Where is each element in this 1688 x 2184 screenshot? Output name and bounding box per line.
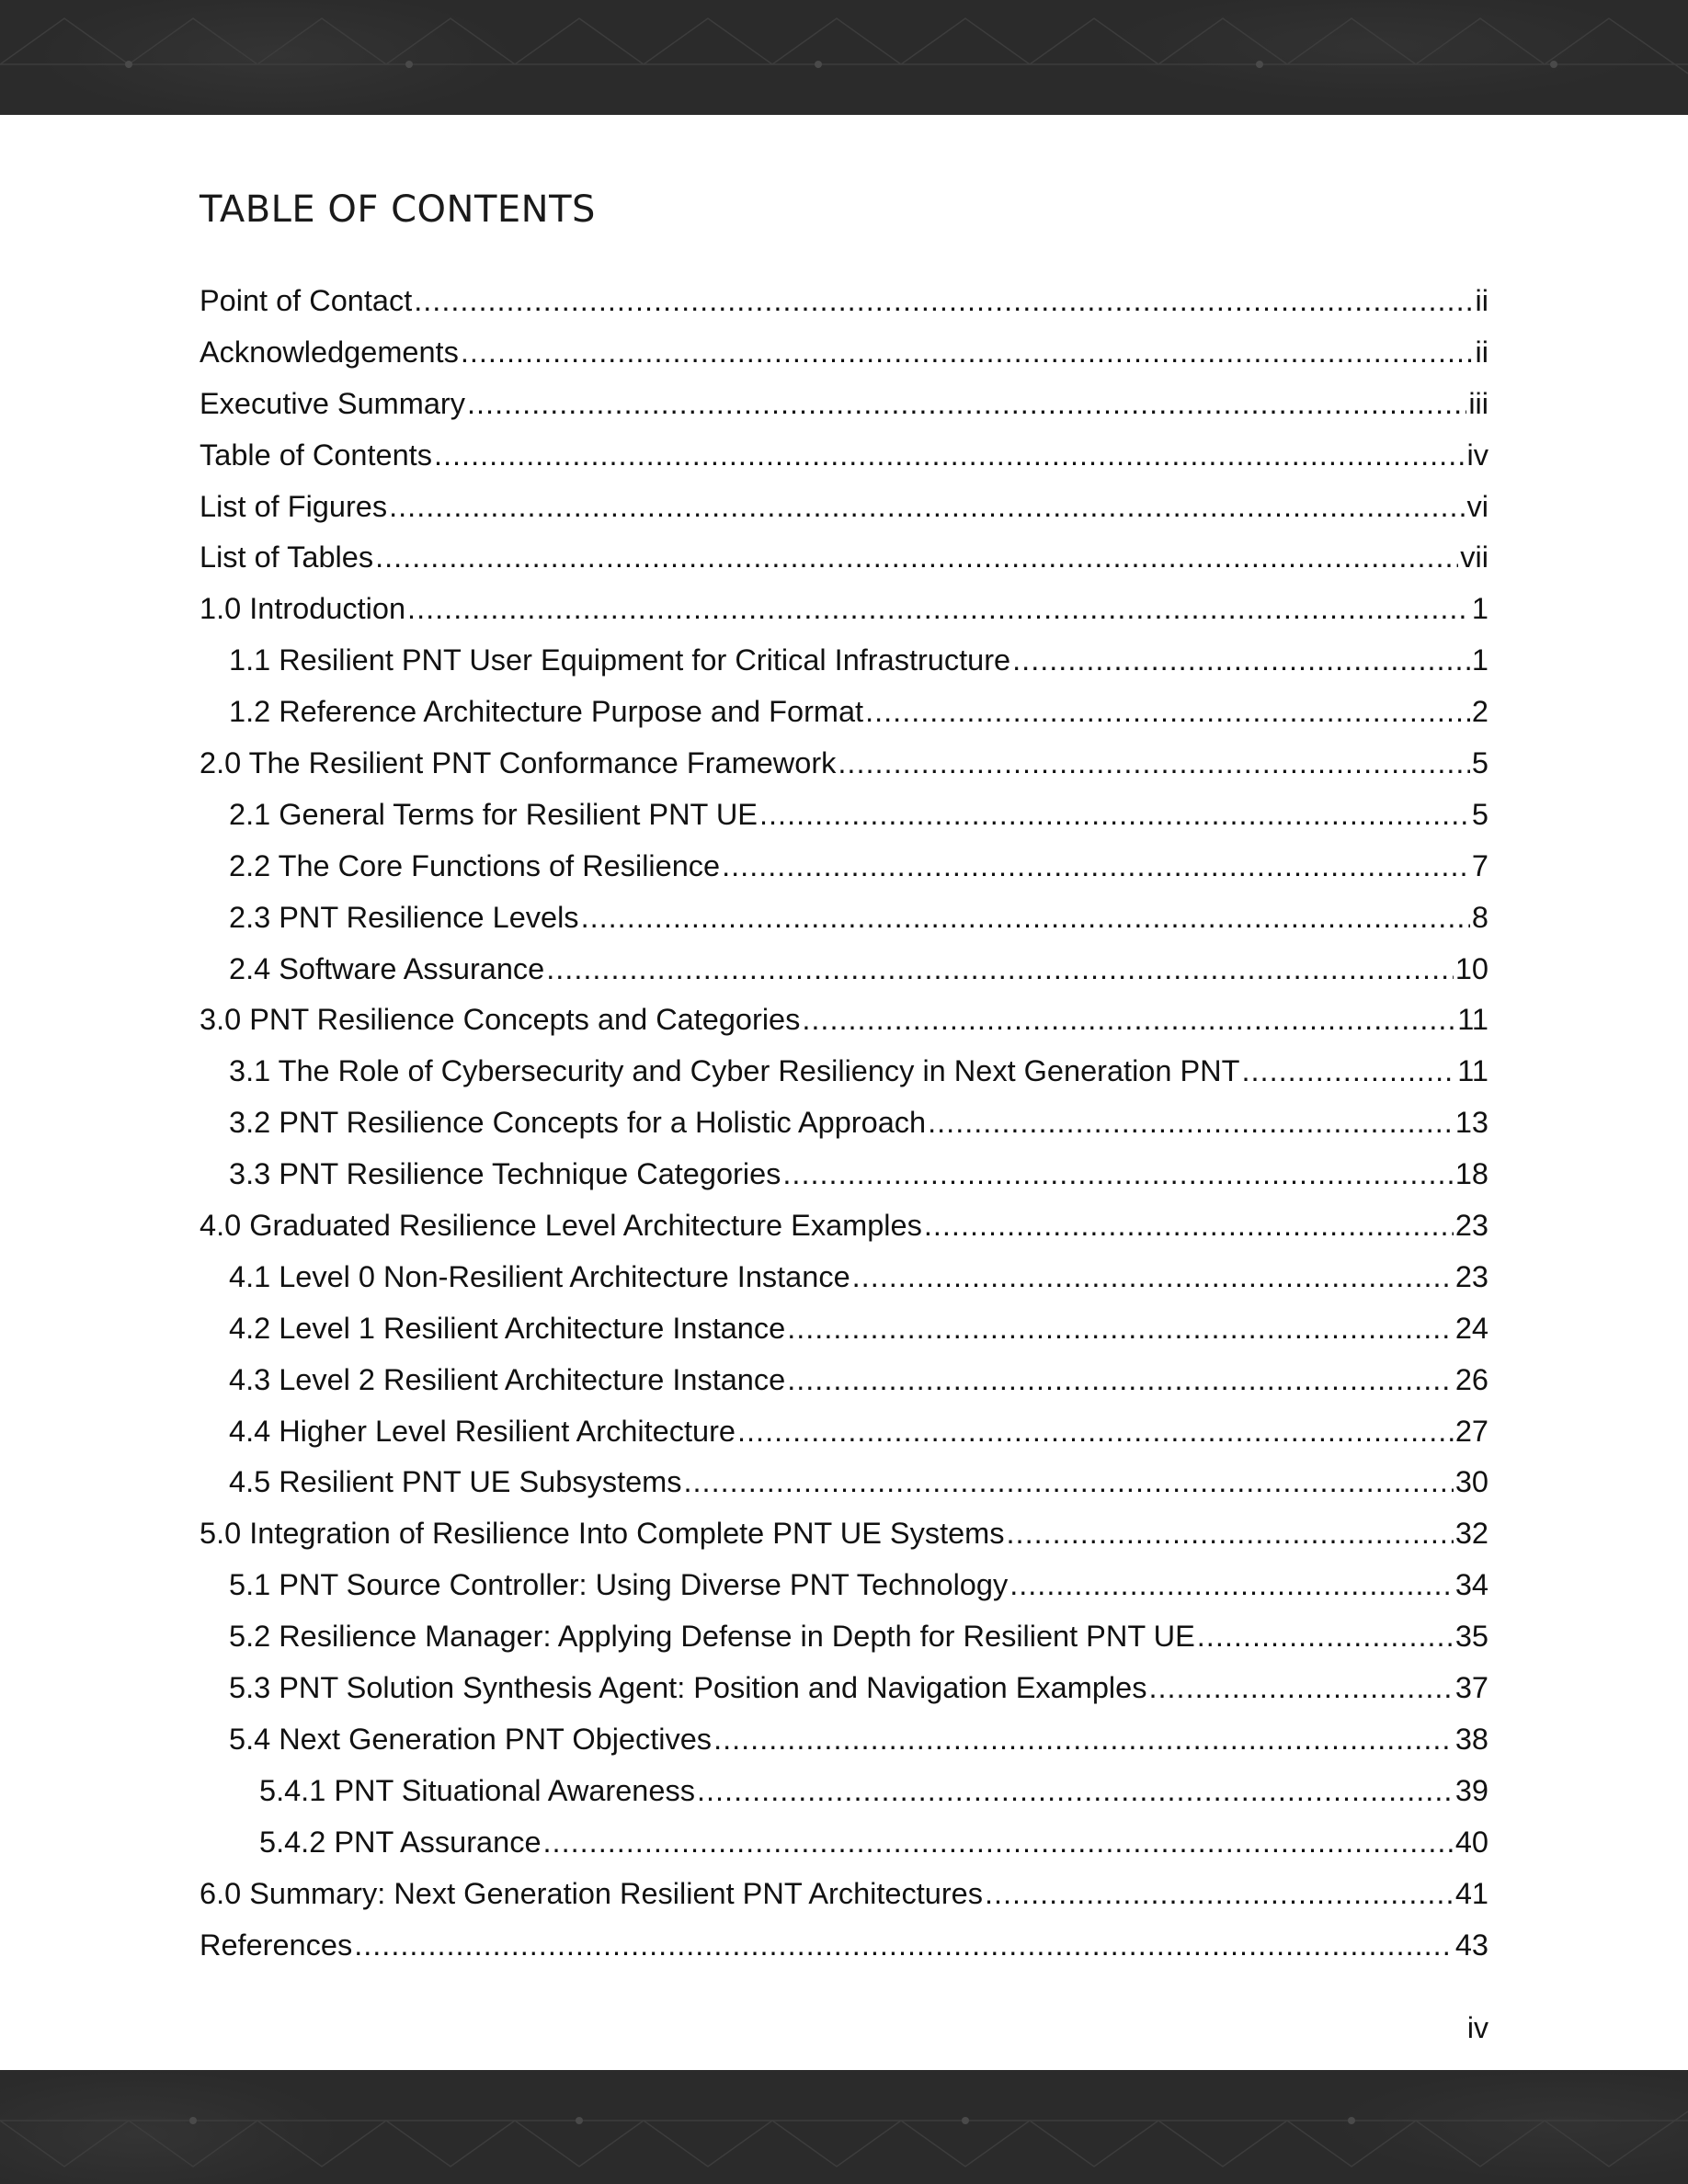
toc-dot-leader	[865, 687, 1470, 738]
toc-entry[interactable]	[200, 944, 1488, 995]
toc-entry-label: 1.2 Reference Architecture Purpose and Format	[229, 695, 864, 729]
toc-entry-page: 7	[1471, 848, 1488, 882]
toc-entry[interactable]	[200, 532, 1488, 584]
toc-entry[interactable]	[200, 1611, 1488, 1663]
toc-entry-page: 37	[1454, 1671, 1488, 1705]
page-title: TABLE OF CONTENTS	[200, 188, 596, 231]
toc-entry-page: 39	[1454, 1773, 1488, 1807]
toc-entry[interactable]	[200, 1200, 1488, 1252]
toc-entry[interactable]	[200, 1457, 1488, 1508]
toc-dot-leader	[759, 790, 1470, 841]
toc-entry-label: 4.0 Graduated Resilience Level Architecture Examples	[200, 1209, 922, 1243]
toc-entry-label: 4.5 Resilient PNT UE Subsystems	[229, 1465, 682, 1499]
toc-entry[interactable]	[200, 327, 1488, 379]
toc-entry[interactable]	[200, 1869, 1488, 1920]
toc-dot-leader	[354, 1920, 1454, 1972]
toc-entry-label: 2.4 Software Assurance	[229, 951, 545, 985]
toc-entry[interactable]	[200, 1046, 1488, 1098]
toc-dot-leader	[852, 1252, 1454, 1303]
toc-entry-label: 4.4 Higher Level Resilient Architecture	[229, 1414, 736, 1448]
toc-dot-leader	[543, 1817, 1454, 1869]
toc-entry-page: iii	[1468, 386, 1488, 420]
toc-entry-page: 26	[1454, 1362, 1488, 1396]
toc-entry-label: Executive Summary	[200, 386, 465, 420]
toc-entry[interactable]	[200, 738, 1488, 790]
toc-entry-label: 3.1 The Role of Cybersecurity and Cyber Resiliency in Next Generation PNT	[229, 1054, 1240, 1088]
toc-dot-leader	[434, 430, 1466, 482]
toc-entry-label: 1.1 Resilient PNT User Equipment for Critical Infrastructure	[229, 643, 1011, 677]
header-band	[0, 0, 1688, 115]
toc-entry[interactable]	[200, 1252, 1488, 1303]
toc-entry-page: 40	[1454, 1825, 1488, 1859]
toc-entry-label: 4.1 Level 0 Non-Resilient Architecture Instance	[229, 1259, 850, 1293]
toc-entry[interactable]	[200, 1149, 1488, 1200]
toc-dot-leader	[546, 944, 1454, 995]
toc-list	[200, 276, 1488, 1971]
toc-entry-page: 23	[1454, 1209, 1488, 1243]
toc-entry[interactable]	[200, 1663, 1488, 1714]
toc-entry-page: 38	[1454, 1722, 1488, 1756]
toc-entry[interactable]	[200, 482, 1488, 533]
toc-dot-leader	[461, 327, 1474, 379]
toc-entry-page: 11	[1457, 1003, 1488, 1037]
toc-entry-label: 1.0 Introduction	[200, 592, 406, 626]
toc-dot-leader	[697, 1766, 1454, 1817]
toc-entry-page: 27	[1454, 1414, 1488, 1448]
toc-entry-label: 4.3 Level 2 Resilient Architecture Instance	[229, 1362, 786, 1396]
toc-dot-leader	[782, 1149, 1453, 1200]
toc-dot-leader	[737, 1406, 1454, 1458]
toc-entry-label: 4.2 Level 1 Resilient Architecture Instance	[229, 1311, 786, 1345]
toc-entry-label: 5.1 PNT Source Controller: Using Diverse PNT Technology	[229, 1568, 1009, 1602]
toc-entry[interactable]	[200, 1508, 1488, 1560]
toc-entry[interactable]	[200, 1560, 1488, 1611]
toc-entry-page: 23	[1454, 1259, 1488, 1293]
toc-entry-label: 5.2 Resilience Manager: Applying Defense in Depth for Resilient PNT UE	[229, 1620, 1195, 1654]
toc-dot-leader	[722, 841, 1470, 893]
toc-dot-leader	[1012, 635, 1470, 687]
toc-entry-page: 2	[1471, 695, 1488, 729]
toc-entry-page: 35	[1454, 1620, 1488, 1654]
toc-entry-page: 34	[1454, 1568, 1488, 1602]
toc-dot-leader	[1148, 1663, 1453, 1714]
toc-dot-leader	[713, 1714, 1454, 1766]
toc-entry-page: 1	[1471, 643, 1488, 677]
toc-entry-label: Point of Contact	[200, 284, 413, 317]
toc-entry[interactable]	[200, 1303, 1488, 1355]
toc-entry[interactable]	[200, 276, 1488, 327]
toc-dot-leader	[924, 1200, 1454, 1252]
toc-entry-label: 3.2 PNT Resilience Concepts for a Holistic Approach	[229, 1106, 927, 1140]
toc-entry[interactable]	[200, 379, 1488, 430]
toc-entry-page: 5	[1471, 746, 1488, 780]
toc-dot-leader	[1009, 1560, 1454, 1611]
toc-entry[interactable]	[200, 790, 1488, 841]
toc-dot-leader	[407, 584, 1470, 635]
toc-dot-leader	[684, 1457, 1454, 1508]
toc-entry-page: 1	[1471, 592, 1488, 626]
toc-entry-label: 5.4.1 PNT Situational Awareness	[259, 1773, 695, 1807]
header-pattern	[0, 0, 1688, 115]
toc-dot-leader	[787, 1303, 1454, 1355]
toc-entry-page: 41	[1454, 1876, 1488, 1910]
page-number: iv	[1466, 2011, 1488, 2044]
toc-entry-page: 5	[1471, 797, 1488, 831]
toc-dot-leader	[581, 893, 1470, 944]
toc-entry-label: 5.4.2 PNT Assurance	[259, 1825, 542, 1859]
toc-dot-leader	[1007, 1508, 1454, 1560]
toc-entry[interactable]	[200, 995, 1488, 1046]
toc-entry[interactable]	[200, 841, 1488, 893]
toc-entry[interactable]	[200, 1920, 1488, 1972]
toc-dot-leader	[414, 276, 1473, 327]
toc-entry-label: 5.4 Next Generation PNT Objectives	[229, 1722, 713, 1756]
toc-dot-leader	[802, 995, 1455, 1046]
toc-dot-leader	[928, 1098, 1454, 1149]
toc-entry[interactable]	[200, 1714, 1488, 1766]
toc-entry-page: 13	[1454, 1106, 1488, 1140]
toc-entry-label: 5.3 PNT Solution Synthesis Agent: Position and Navigation Examples	[229, 1671, 1147, 1705]
toc-entry-label: 2.1 General Terms for Resilient PNT UE	[229, 797, 758, 831]
toc-dot-leader	[985, 1869, 1454, 1920]
toc-entry-page: vii	[1460, 540, 1488, 574]
toc-dot-leader	[375, 532, 1458, 584]
toc-entry[interactable]	[200, 1817, 1488, 1869]
toc-entry-page: 10	[1454, 951, 1488, 985]
toc-entry-label: 5.0 Integration of Resilience Into Complete PNT UE Systems	[200, 1517, 1005, 1551]
toc-entry-page: ii	[1475, 335, 1488, 369]
toc-entry-label: 2.2 The Core Functions of Resilience	[229, 848, 721, 882]
toc-entry[interactable]	[200, 687, 1488, 738]
toc-entry[interactable]	[200, 1406, 1488, 1458]
toc-entry-label: Table of Contents	[200, 438, 432, 472]
toc-entry-page: 24	[1454, 1311, 1488, 1345]
toc-dot-leader	[389, 482, 1465, 533]
toc-entry-page: 11	[1457, 1054, 1488, 1088]
toc-entry[interactable]	[200, 635, 1488, 687]
toc-entry-label: 2.3 PNT Resilience Levels	[229, 900, 579, 934]
toc-entry-page: vi	[1466, 489, 1488, 523]
toc-entry-label: References	[200, 1928, 353, 1962]
toc-entry-page: 43	[1454, 1928, 1488, 1962]
toc-entry[interactable]	[200, 1766, 1488, 1817]
toc-entry-page: 32	[1454, 1517, 1488, 1551]
toc-entry-label: List of Figures	[200, 489, 388, 523]
toc-dot-leader	[838, 738, 1470, 790]
toc-entry-page: 8	[1471, 900, 1488, 934]
toc-entry[interactable]	[200, 584, 1488, 635]
toc-entry[interactable]	[200, 1098, 1488, 1149]
toc-dot-leader	[467, 379, 1466, 430]
footer-band	[0, 2070, 1688, 2184]
toc-dot-leader	[1241, 1046, 1455, 1098]
toc-dot-leader	[787, 1355, 1454, 1406]
toc-dot-leader	[1197, 1611, 1454, 1663]
toc-entry-label: 3.3 PNT Resilience Technique Categories	[229, 1157, 781, 1191]
toc-entry-page: ii	[1475, 284, 1488, 317]
toc-entry[interactable]	[200, 430, 1488, 482]
footer-pattern	[0, 2070, 1688, 2184]
toc-entry-page: 30	[1454, 1465, 1488, 1499]
toc-entry-page: 18	[1454, 1157, 1488, 1191]
toc-entry-label: List of Tables	[200, 540, 374, 574]
toc-entry-label: 2.0 The Resilient PNT Conformance Framework	[200, 746, 837, 780]
toc-entry-label: 3.0 PNT Resilience Concepts and Categories	[200, 1003, 801, 1037]
toc-entry[interactable]	[200, 1355, 1488, 1406]
toc-entry-page: iv	[1466, 438, 1488, 472]
toc-entry[interactable]	[200, 893, 1488, 944]
toc-entry-label: Acknowledgements	[200, 335, 459, 369]
toc-entry-label: 6.0 Summary: Next Generation Resilient PNT Architectures	[200, 1876, 983, 1910]
